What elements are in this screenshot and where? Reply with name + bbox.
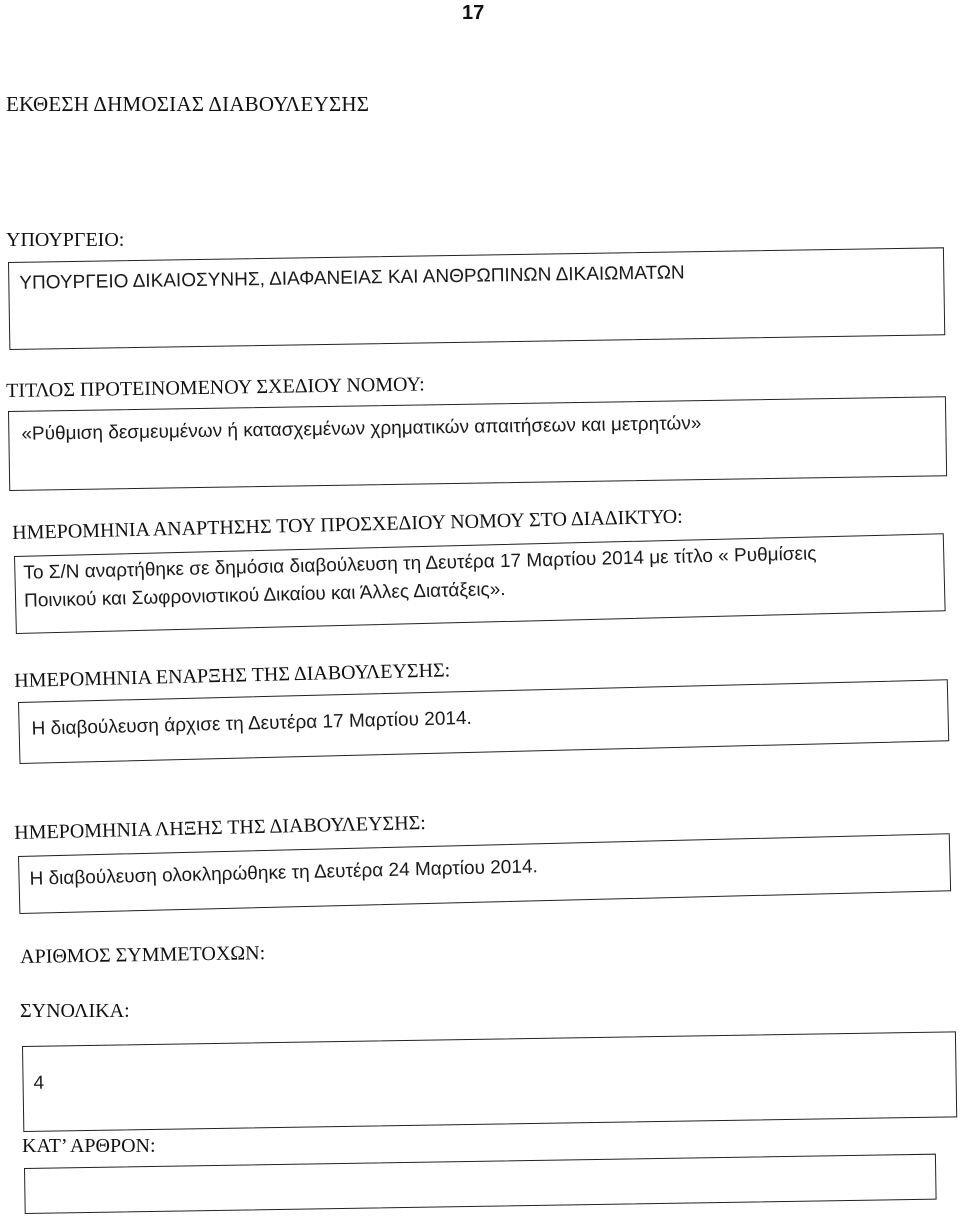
total-label: ΣΥΝΟΛΙΚΑ:	[20, 1000, 130, 1022]
total-box	[22, 1031, 957, 1132]
start-date-label: ΗΜΕΡΟΜΗΝΙΑ ΕΝΑΡΞΗΣ ΤΗΣ ΔΙΑΒΟΥΛΕΥΣΗΣ:	[14, 659, 451, 692]
end-date-label: ΗΜΕΡΟΜΗΝΙΑ ΛΗΞΗΣ ΤΗΣ ΔΙΑΒΟΥΛΕΥΣΗΣ:	[14, 811, 427, 844]
per-article-label: ΚΑΤ’ ΑΡΘΡΟΝ:	[22, 1135, 156, 1157]
ministry-box	[8, 247, 945, 350]
total-value: 4	[33, 1072, 45, 1094]
ministry-label: ΥΠΟΥΡΓΕΙΟ:	[6, 229, 125, 251]
posting-date-label: ΗΜΕΡΟΜΗΝΙΑ ΑΝΑΡΤΗΣΗΣ ΤΟΥ ΠΡΟΣΧΕΔΙΟΥ ΝΟΜΟΥ ΣΤΟ ΔΙΑΔΙΚΤΥΟ:	[12, 505, 683, 544]
start-date-value: Η διαβούλευση άρχισε τη Δευτέρα 17 Μαρτίου 2014.	[31, 707, 473, 740]
page-number: 17	[462, 2, 485, 24]
posting-date-line1: Το Σ/Ν αναρτήθηκε σε δημόσια διαβούλευση τη Δευτέρα 17 Μαρτίου 2014 με τίτλο « Ρυθμίσεις	[23, 543, 817, 584]
end-date-box	[18, 833, 951, 914]
end-date-value: Η διαβούλευση ολοκληρώθηκε τη Δευτέρα 24 Μαρτίου 2014.	[29, 856, 539, 890]
document-title: ΕΚΘΕΣΗ ΔΗΜΟΣΙΑΣ ΔΙΑΒΟΥΛΕΥΣΗΣ	[6, 92, 370, 116]
ministry-value: ΥΠΟΥΡΓΕΙΟ ΔΙΚΑΙΟΣΥΝΗΣ, ΔΙΑΦΑΝΕΙΑΣ ΚΑΙ ΑΝΘΡΩΠΙΝΩΝ ΔΙΚΑΙΩΜΑΤΩΝ	[19, 262, 685, 294]
participants-label: ΑΡΙΘΜΟΣ ΣΥΜΜΕΤΟΧΩΝ:	[20, 942, 266, 968]
posting-date-line2: Ποινικού και Σωφρονιστικού Δικαίου και Άλλες Διατάξεις».	[23, 579, 506, 612]
bill-title-label: ΤΙΤΛΟΣ ΠΡΟΤΕΙΝΟΜΕΝΟΥ ΣΧΕΔΙΟΥ ΝΟΜΟΥ:	[6, 373, 425, 402]
start-date-box	[18, 679, 949, 764]
bill-title-box	[8, 396, 947, 491]
bill-title-value: «Ρύθμιση δεσμευμένων ή κατασχεμένων χρηματικών απαιτήσεων και μετρητών»	[21, 413, 702, 445]
posting-date-box	[14, 533, 946, 634]
per-article-box	[24, 1154, 937, 1214]
